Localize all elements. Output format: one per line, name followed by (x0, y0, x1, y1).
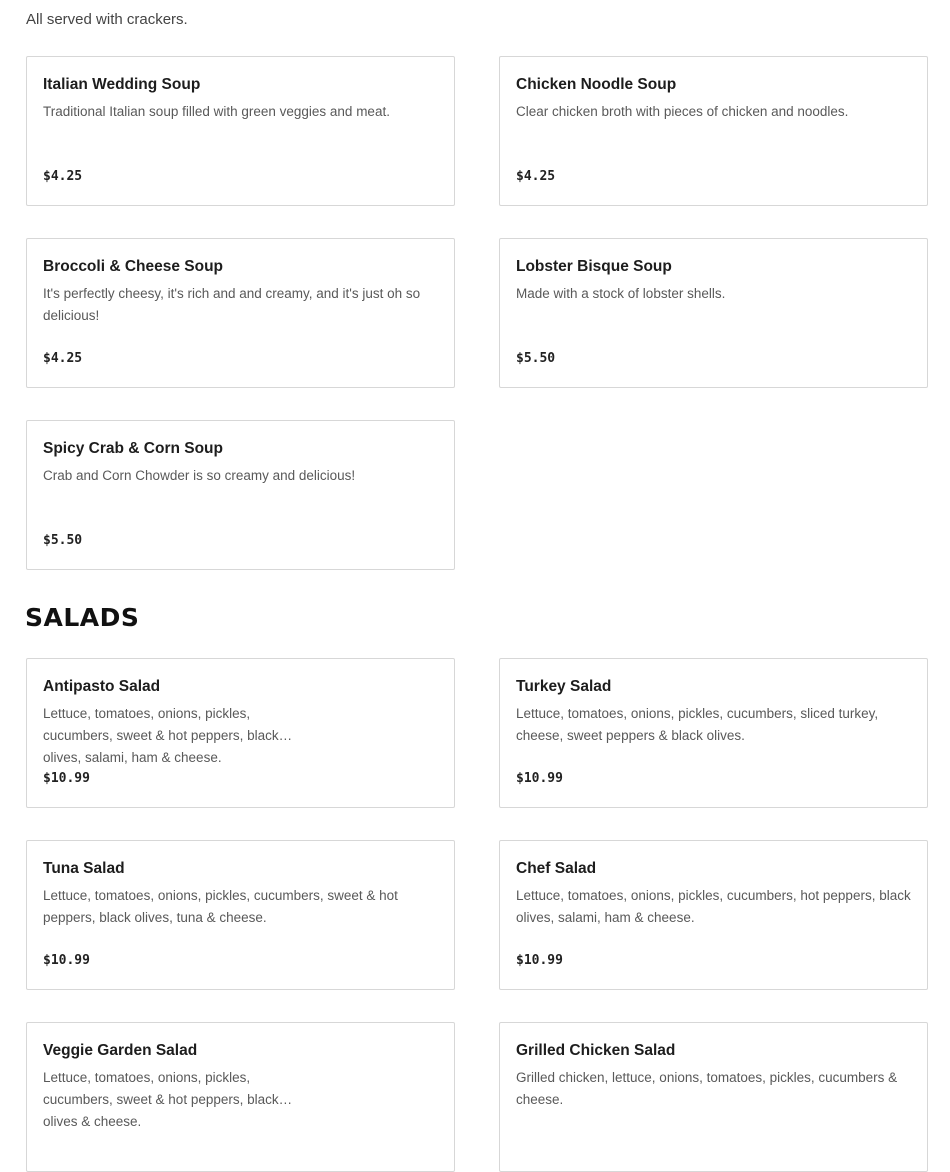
item-description: Grilled chicken, lettuce, onions, tomatoes, pickles, cucumbers & cheese. (516, 1070, 898, 1107)
item-description: Lettuce, tomatoes, onions, pickles, cucumbers, sweet & hot peppers, black olives, salami, ham & cheese. (43, 706, 279, 765)
menu-item-card[interactable] (26, 658, 455, 808)
item-description: Lettuce, tomatoes, onions, pickles, cucumbers, hot peppers, black olives, salami, ham & cheese. (516, 888, 911, 925)
menu-item-card[interactable] (499, 238, 928, 388)
soups-intro: All served with crackers. (26, 11, 188, 28)
item-price: $10.99 (516, 953, 563, 968)
salads-grid (26, 658, 928, 1172)
item-name: Spicy Crab & Corn Soup (43, 440, 223, 457)
item-price: $10.99 (516, 771, 563, 786)
item-price: $5.50 (516, 351, 556, 366)
menu-item-card[interactable] (26, 840, 455, 990)
item-price: $4.25 (43, 351, 83, 366)
item-name: Veggie Garden Salad (43, 1042, 198, 1059)
item-name: Lobster Bisque Soup (516, 258, 672, 275)
item-name: Broccoli & Cheese Soup (43, 258, 224, 275)
menu-item-card[interactable] (499, 658, 928, 808)
menu-item-card[interactable] (499, 56, 928, 206)
menu-item-card[interactable] (26, 56, 455, 206)
section-title-salads: SALADS (25, 603, 140, 632)
item-description: Crab and Corn Chowder is so creamy and delicious! (43, 468, 356, 483)
menu-item-card[interactable] (26, 420, 455, 570)
item-name: Grilled Chicken Salad (516, 1042, 676, 1059)
item-description: Clear chicken broth with pieces of chicken and noodles. (516, 104, 849, 119)
item-name: Antipasto Salad (43, 678, 161, 695)
item-name: Chef Salad (516, 860, 597, 877)
item-price: $4.25 (516, 169, 556, 184)
item-price: $4.25 (43, 169, 83, 184)
item-name: Tuna Salad (43, 860, 125, 877)
item-description: It's perfectly cheesy, it's rich and and creamy, and it's just oh so delicious! (43, 286, 421, 323)
item-description: Lettuce, tomatoes, onions, pickles, cucumbers, sweet & hot peppers, black olives, tuna & cheese. (43, 888, 398, 925)
item-price: $10.99 (43, 771, 90, 786)
soups-grid (26, 56, 928, 570)
menu-item-card[interactable] (26, 1022, 455, 1172)
item-description: Traditional Italian soup filled with green veggies and meat. (43, 104, 390, 119)
item-description: Made with a stock of lobster shells. (516, 286, 726, 301)
item-description: Lettuce, tomatoes, onions, pickles, cucumbers, sliced turkey, cheese, sweet peppers & black olives. (516, 706, 879, 743)
item-price: $5.50 (43, 533, 83, 548)
item-name: Italian Wedding Soup (43, 76, 201, 93)
item-name: Chicken Noodle Soup (516, 76, 677, 93)
menu-item-card[interactable] (499, 840, 928, 990)
item-price: $10.99 (43, 953, 90, 968)
menu-item-card[interactable] (26, 238, 455, 388)
item-description: Lettuce, tomatoes, onions, pickles, cucumbers, sweet & hot peppers, black olives & cheese. (43, 1070, 279, 1129)
item-name: Turkey Salad (516, 678, 612, 695)
menu-item-card[interactable] (499, 1022, 928, 1172)
